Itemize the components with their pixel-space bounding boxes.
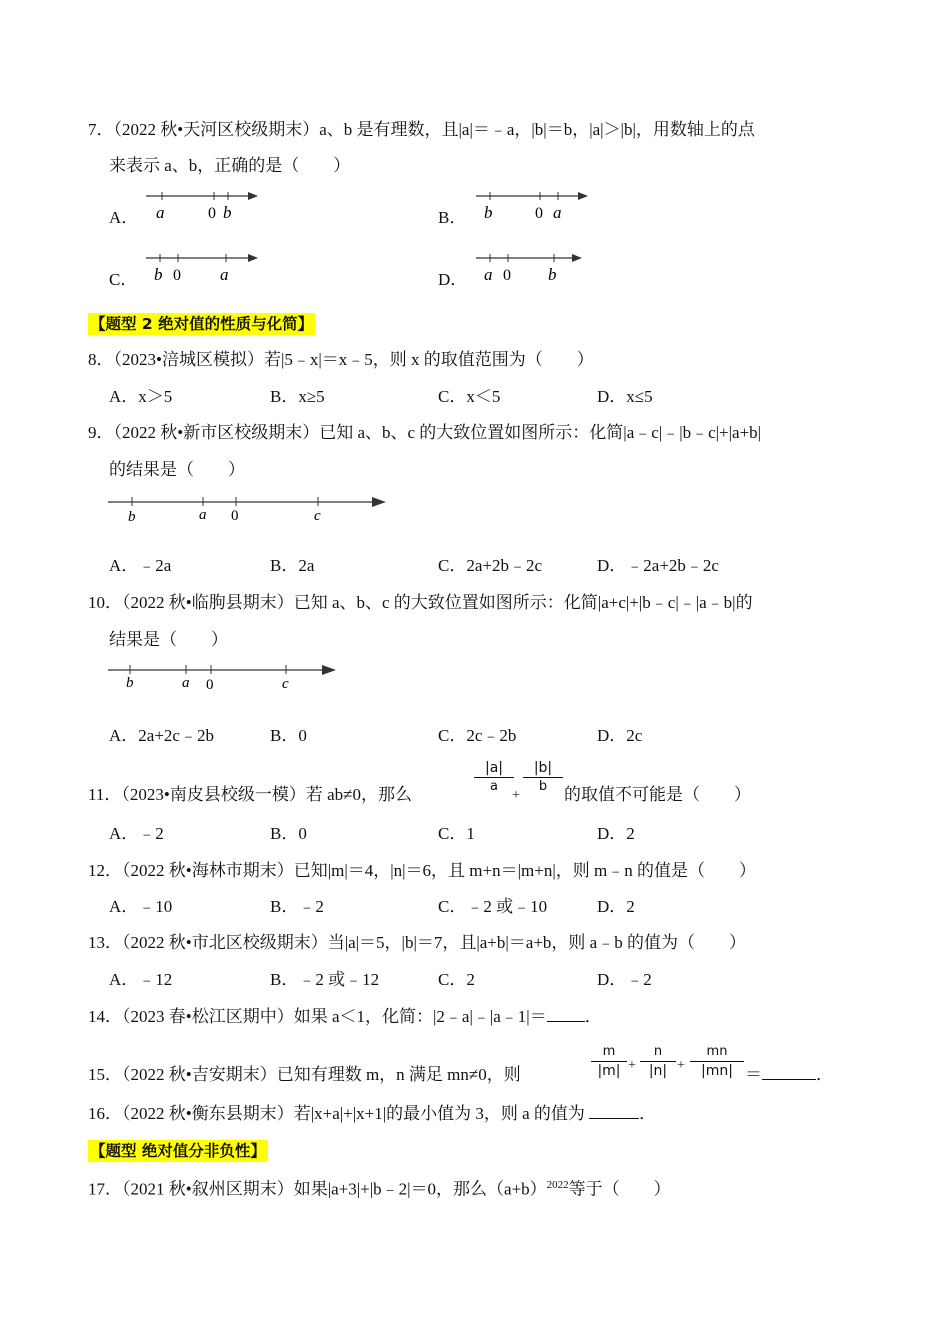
svg-text:a: a <box>199 507 207 523</box>
q8-option-d[interactable]: D．x≤5 <box>597 387 653 406</box>
q11-fraction-1: $\frac{|a|}{a}$ <box>474 759 514 796</box>
plus-sign: + <box>512 788 520 803</box>
q12-option-a[interactable]: A．﹣10 <box>109 897 173 916</box>
svg-text:b: b <box>484 203 493 222</box>
q13-option-b[interactable]: B．﹣2 或﹣12 <box>270 970 380 989</box>
question-16: 16．（2022 秋•衡东县期末）若|x+a|+|x+1|的最小值为 3，则 a 的值为 ． <box>88 1104 657 1123</box>
q12-option-b[interactable]: B．﹣2 <box>270 897 324 916</box>
svg-text:0: 0 <box>535 205 543 222</box>
q9-option-a[interactable]: A．﹣2a <box>109 556 172 575</box>
q15-fraction-1: $\frac{m}{|m|}$ <box>591 1043 627 1080</box>
answer-blank[interactable] <box>762 1065 816 1080</box>
q9-number-line <box>104 490 394 526</box>
svg-text:b: b <box>128 509 136 525</box>
svg-text:b: b <box>126 675 134 691</box>
q10-option-d[interactable]: D．2c <box>597 726 643 745</box>
q12-option-c[interactable]: C．﹣2 或﹣10 <box>438 897 548 916</box>
question-11: 11．（2023•南皮县校级一模）若 ab≠0，那么 <box>88 785 412 804</box>
answer-blank[interactable] <box>547 1007 585 1022</box>
question-9-line-2: 的结果是（ ） <box>109 460 245 479</box>
q11-option-a[interactable]: A．﹣2 <box>109 824 164 843</box>
question-12: 12．（2022 秋•海林市期末）已知|m|＝4，|n|＝6，且 m+n＝|m+n|，则 m﹣n 的值是（ ） <box>88 861 756 880</box>
svg-text:0: 0 <box>503 267 511 284</box>
question-9-line-1: 9．（2022 秋•新市区校级期末）已知 a、b、c 的大致位置如图所示：化简|a﹣c|﹣|b﹣c|+|a+b| <box>88 423 762 442</box>
q10-option-a[interactable]: A．2a+2c﹣2b <box>109 726 214 745</box>
svg-text:a: a <box>182 675 190 691</box>
q9-option-d[interactable]: D．﹣2a+2b﹣2c <box>597 556 719 575</box>
q13-option-a[interactable]: A．﹣12 <box>109 970 173 989</box>
q8-option-b[interactable]: B．x≥5 <box>270 387 325 406</box>
plus-sign: + <box>677 1058 685 1073</box>
svg-text:a: a <box>220 265 229 284</box>
answer-blank[interactable] <box>589 1104 639 1119</box>
q15-fraction-2: $\frac{n}{|n|}$ <box>640 1043 676 1080</box>
q8-option-c[interactable]: C．x＜5 <box>438 387 501 406</box>
question-13: 13．（2022 秋•市北区校级期末）当|a|＝5，|b|＝7，且|a+b|＝a+b，则 a﹣b 的值为（ ） <box>88 933 746 952</box>
svg-text:a: a <box>156 203 165 222</box>
question-text: 来表示 a、b，正确的是（ ） <box>109 156 351 175</box>
q7-option-d[interactable]: D． <box>438 270 468 289</box>
q10-number-line <box>104 658 344 694</box>
svg-text:a: a <box>484 265 493 284</box>
question-17: 17．（2021 秋•叙州区期末）如果|a+3|+|b﹣2|＝0，那么$(a+b)^{2022}$等于（ ） <box>88 1179 671 1199</box>
plus-sign: + <box>628 1058 636 1073</box>
q15-fraction-3: $\frac{mn}{|mn|}$ <box>690 1043 744 1080</box>
question-text: a、b 是有理数，且|a|＝﹣a，|b|＝b，|a|＞|b|，用数轴上的点 <box>319 120 755 139</box>
q10-option-c[interactable]: C．2c﹣2b <box>438 726 517 745</box>
q11-option-d[interactable]: D．2 <box>597 824 635 843</box>
question-10-line-1: 10．（2022 秋•临朐县期末）已知 a、b、c 的大致位置如图所示：化简|a+c|+|b﹣c|﹣|a﹣b|的 <box>88 593 753 612</box>
q7-number-line-c <box>140 248 270 288</box>
question-8: 8．（2023•涪城区模拟）若|5﹣x|＝x﹣5，则 x 的取值范围为（ ） <box>88 350 594 369</box>
q10-option-b[interactable]: B．0 <box>270 726 307 745</box>
svg-text:b: b <box>154 265 163 284</box>
svg-text:c: c <box>314 508 321 524</box>
question-15-tail: ＝ ． <box>745 1065 833 1084</box>
question-source: （2022 秋•天河区校级期末） <box>113 120 320 139</box>
q7-option-a[interactable]: A． <box>109 208 139 227</box>
svg-text:0: 0 <box>208 205 216 222</box>
svg-text:a: a <box>553 203 562 222</box>
q13-option-c[interactable]: C．2 <box>438 970 475 989</box>
question-7-line-1 <box>88 120 755 140</box>
q7-number-line-d <box>470 248 600 288</box>
q9-option-c[interactable]: C．2a+2b﹣2c <box>438 556 543 575</box>
svg-text:0: 0 <box>206 677 214 693</box>
q7-number-line-b <box>470 186 600 226</box>
q11-option-b[interactable]: B．0 <box>270 824 307 843</box>
q13-option-d[interactable]: D．﹣2 <box>597 970 652 989</box>
svg-text:b: b <box>223 203 232 222</box>
q8-option-a[interactable]: A．x＞5 <box>109 387 173 406</box>
q9-option-b[interactable]: B．2a <box>270 556 315 575</box>
q11-fraction-2: $\frac{|b|}{b}$ <box>523 759 563 796</box>
question-10-line-2: 结果是（ ） <box>109 630 228 649</box>
svg-text:b: b <box>548 265 557 284</box>
question-number: 7． <box>88 120 114 139</box>
question-15: 15．（2022 秋•吉安期末）已知有理数 m，n 满足 mn≠0，则 <box>88 1065 521 1084</box>
q7-number-line-a <box>140 186 270 226</box>
section-heading-non-negativity: 【题型 绝对值分非负性】 <box>90 1142 266 1160</box>
question-14: 14．（2023 春•松江区期中）如果 a＜1，化简：|2﹣a|﹣|a﹣1|＝ ． <box>88 1007 602 1026</box>
svg-text:0: 0 <box>231 508 239 524</box>
q7-option-c[interactable]: C． <box>109 270 138 289</box>
q11-option-c[interactable]: C．1 <box>438 824 475 843</box>
q12-option-d[interactable]: D．2 <box>597 897 635 916</box>
q7-option-b[interactable]: B． <box>438 208 467 227</box>
svg-text:0: 0 <box>173 267 181 284</box>
question-7-line-2 <box>109 156 350 176</box>
svg-text:c: c <box>282 676 289 692</box>
question-11-tail: 的取值不可能是（ ） <box>564 785 751 804</box>
section-heading-type-2: 【题型 2 绝对值的性质与化简】 <box>90 315 314 333</box>
